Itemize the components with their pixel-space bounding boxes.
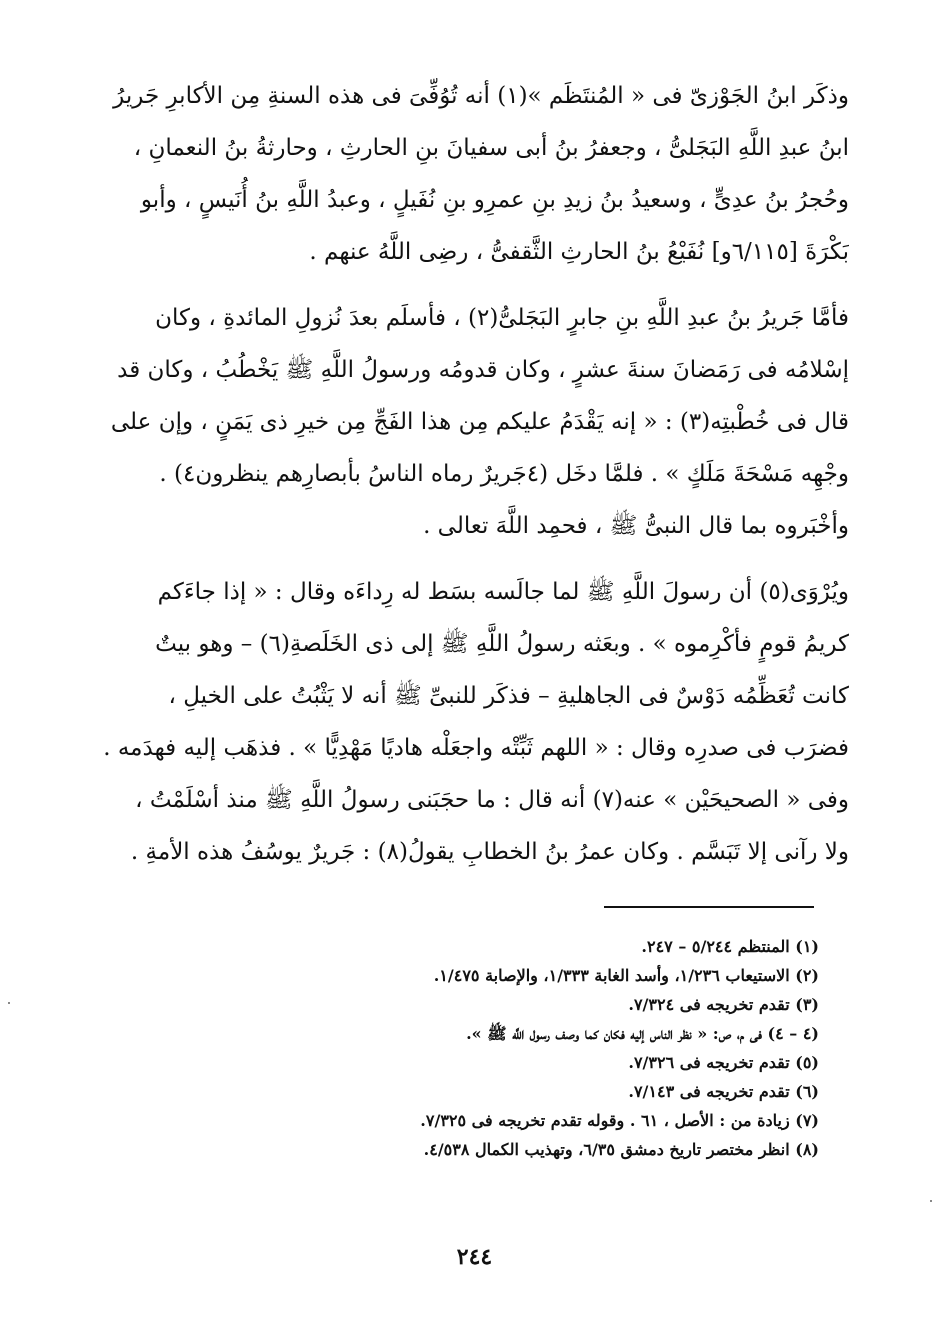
text-line: قال فى خُطْبتِه(٣) : « إنه يَقْدَمُ عليكم مِن هذا الفَجِّ مِن خيرِ ذى يَمَنٍ ، وإن على bbox=[110, 409, 849, 435]
text-line: ويُرْوَى(٥) أن رسولَ اللَّهِ ﷺ لما جالَسه بسَط له رِداءَه وقال : « إذا جاءَكم bbox=[157, 579, 849, 605]
page-number: ٢٤٤ bbox=[456, 1244, 493, 1270]
paragraph-1 bbox=[100, 70, 849, 278]
text-line: ابنُ عبدِ اللَّهِ البَجَلىُّ ، وجعفرُ بنُ أبى سفيانَ بنِ الحارثِ ، وحارثةُ بنُ النعمانِ ، bbox=[133, 135, 849, 161]
footnote: (٤ – ٤) فى م، ص: « نظر الناس إليه فكان كما وصف رسول اللَّه ﷺ ». bbox=[466, 1024, 819, 1043]
text-line: وحُجرُ بنُ عدِىٍّ ، وسعيدُ بنُ زيدِ بنِ عمرِو بنِ نُفَيلٍ ، وعبدُ اللَّهِ بنُ أُنَيسٍ ، وأبو bbox=[140, 187, 849, 213]
footnote: (٦) تقدم تخريجه فى ٧/١٤٣. bbox=[628, 1082, 819, 1101]
text-line: إسْلامُه فى رَمَضانَ سنةَ عشرٍ ، وكان قدومُه ورسولُ اللَّهِ ﷺ يَخْطُبُ ، وكان قد bbox=[117, 357, 849, 383]
scan-speck bbox=[930, 1200, 932, 1202]
footnote: (١) المنتظم ٥/٢٤٤ – ٢٤٧. bbox=[641, 937, 819, 956]
main-text bbox=[100, 70, 849, 878]
paragraph-2 bbox=[100, 292, 849, 552]
text-line: وذكَر ابنُ الجَوْزىّ فى « المُنتَظَم »(١) أنه تُوُفِّىَ فى هذه السنةِ مِن الأكابرِ جَريرُ bbox=[113, 83, 849, 109]
paragraph-gap bbox=[100, 278, 849, 292]
text-line: فأمَّا جَريرُ بنُ عبدِ اللَّهِ بنِ جابرٍ البَجَلىُّ(٢) ، فأسلَم بعدَ نُزولِ المائدةِ ، وكان bbox=[155, 305, 849, 331]
text-line: وجْهِه مَسْحَةَ مَلَكٍ » . فلمَّا دخَل (٤جَريرٌ رماه الناسُ بأبصارِهم ينظرون٤) . bbox=[159, 461, 849, 487]
paragraph-3 bbox=[100, 566, 849, 878]
text-line: كريمُ قومٍ فأكْرِموه » . وبعَثه رسولُ اللَّهِ ﷺ إلى ذى الخَلَصةِ(٦) – وهو بيتٌ bbox=[155, 631, 849, 657]
scan-speck bbox=[8, 1002, 10, 1004]
footnote: (٧) زيادة من : الأصل ، ٦١ . وقوله تقدم تخريجه فى ٧/٣٢٥. bbox=[420, 1111, 819, 1130]
footnote: (٨) انظر مختصر تاريخ دمشق ٦/٣٥، وتهذيب الكمال ٤/٥٣٨. bbox=[423, 1140, 819, 1159]
text-line: فضرَب فى صدرِه وقال : « اللهم ثَبِّتْه واجعَلْه هاديًا مَهْدِيًّا » . فذهَب إليه فهدَمه . bbox=[103, 735, 849, 761]
footnote-separator bbox=[604, 906, 814, 908]
text-line: كانت تُعَظِّمُه دَوْسٌ فى الجاهليةِ – فذكَر للنبىِّ ﷺ أنه لا يَثْبُتُ على الخيلِ ، bbox=[168, 683, 849, 709]
footnotes bbox=[320, 932, 819, 1164]
text-line: ولا رآنى إلا تَبَسَّم . وكان عمرُ بنُ الخطابِ يقولُ(٨) : جَريرٌ يوسُفُ هذه الأمةِ . bbox=[130, 839, 849, 865]
text-line: وأخْبَروه بما قال النبىُّ ﷺ ، فحمِد اللَّهَ تعالى . bbox=[423, 513, 849, 539]
footnote: (٥) تقدم تخريجه فى ٧/٣٢٦. bbox=[628, 1053, 819, 1072]
footnote: (٣) تقدم تخريجه فى ٧/٣٢٤. bbox=[628, 995, 819, 1014]
footnote: (٢) الاستيعاب ١/٢٣٦، وأسد الغابة ١/٣٣٣، والإصابة ١/٤٧٥. bbox=[433, 966, 819, 985]
text-line: وفى « الصحيحَيْن » عنه(٧) أنه قال : ما حجَبَنى رسولُ اللَّهِ ﷺ منذ أسْلَمْتُ ، bbox=[135, 787, 849, 813]
text-line: بَكْرَةَ [٦/١١٥و] نُفَيْعُ بنُ الحارثِ الثَّقفىُّ ، رضِى اللَّهُ عنهم . bbox=[309, 239, 849, 265]
paragraph-gap bbox=[100, 552, 849, 566]
